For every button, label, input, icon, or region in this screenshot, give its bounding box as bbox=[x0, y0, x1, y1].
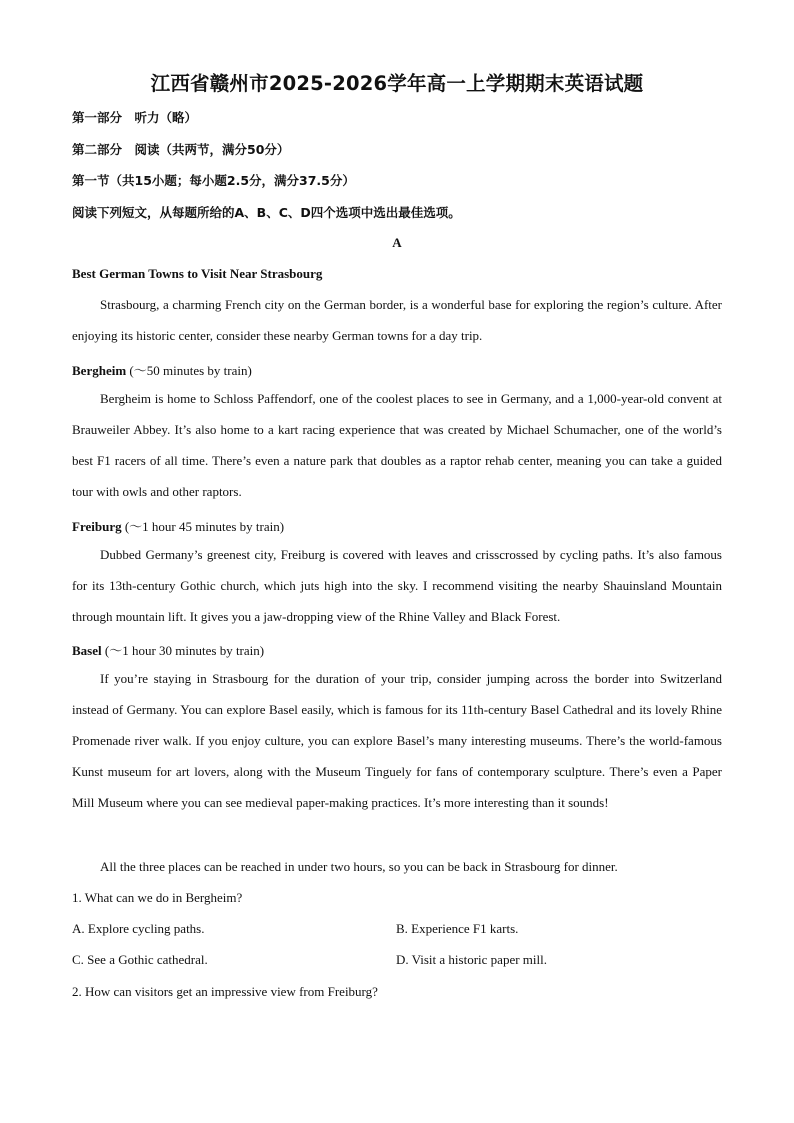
freiburg-subheading bbox=[72, 516, 284, 535]
section1-heading: 第一节（共15小题；每小题2.5分，满分37.5分） bbox=[72, 173, 355, 188]
part2-heading: 第二部分 阅读（共两节，满分50分） bbox=[72, 142, 290, 157]
passage-heading: Best German Towns to Visit Near Strasbourg bbox=[72, 266, 323, 281]
basel-name: Basel bbox=[72, 643, 102, 658]
bergheim-subheading bbox=[72, 360, 252, 379]
basel-paragraph: If you’re staying in Strasbourg for the duration of your trip, consider jumping across the border into Switzerland instead of Germany. You can explore Basel easily, which is famous for its 11th-century Basel Cathedral and its lovely Rhine Promenade river walk. If you enjoy culture, you can explore Basel’s many interesting museums. There’s the world-famous Kunst museum for art lovers, along with the Museum Tinguely for fans of contemporary sculpture. There’s even a Paper Mill Museum where you can see medieval paper-making practices. It’s more interesting than it sounds! bbox=[72, 671, 722, 810]
freiburg-name: Freiburg bbox=[72, 519, 122, 534]
question-1-option-b: B. Experience F1 karts. bbox=[396, 921, 519, 936]
exam-title: 江西省赣州市2025-2026学年高一上学期期末英语试题 bbox=[150, 72, 644, 95]
question-1-stem: 1. What can we do in Bergheim? bbox=[72, 890, 243, 905]
passage-label: A bbox=[392, 235, 402, 250]
question-1-option-a: A. Explore cycling paths. bbox=[72, 921, 205, 936]
instruction-text: 阅读下列短文，从每题所给的A、B、C、D四个选项中选出最佳选项。 bbox=[72, 205, 461, 220]
basel-subheading bbox=[72, 640, 264, 659]
question-2-stem: 2. How can visitors get an impressive view from Freiburg? bbox=[72, 984, 378, 999]
closing-paragraph: All the three places can be reached in under two hours, so you can be back in Strasbourg for dinner. bbox=[100, 859, 618, 874]
bergheim-paragraph: Bergheim is home to Schloss Paffendorf, one of the coolest places to see in Germany, and a 1,000-year-old convent at Brauweiler Abbey. It’s also home to a kart racing experience that was created by Michael Schumacher, one of the world’s best F1 racers of all time. There’s even a nature park that doubles as a raptor rehab center, meaning you can take a guided tour with owls and other raptors. bbox=[72, 391, 722, 499]
bergheim-name: Bergheim bbox=[72, 363, 127, 378]
question-1-option-c: C. See a Gothic cathedral. bbox=[72, 952, 208, 967]
freiburg-paragraph: Dubbed Germany’s greenest city, Freiburg is covered with leaves and crisscrossed by cycling paths. It’s also famous for its 13th-century Gothic church, which juts high into the sky. I recommend visiting the nearby Shauinsland Mountain through mountain lift. It gives you a jaw-dropping view of the Rhine Valley and Black Forest. bbox=[72, 547, 722, 624]
freiburg-time: (～1 hour 45 minutes by train) bbox=[121, 519, 285, 534]
bergheim-time: (～50 minutes by train) bbox=[126, 363, 252, 378]
question-1-option-d: D. Visit a historic paper mill. bbox=[396, 952, 547, 967]
part1-heading: 第一部分 听力（略） bbox=[72, 110, 198, 125]
intro-paragraph: Strasbourg, a charming French city on the German border, is a wonderful base for exploring the region’s culture. After enjoying its historic center, consider these nearby German towns for a day trip. bbox=[72, 297, 722, 343]
basel-time: (～1 hour 30 minutes by train) bbox=[101, 643, 265, 658]
